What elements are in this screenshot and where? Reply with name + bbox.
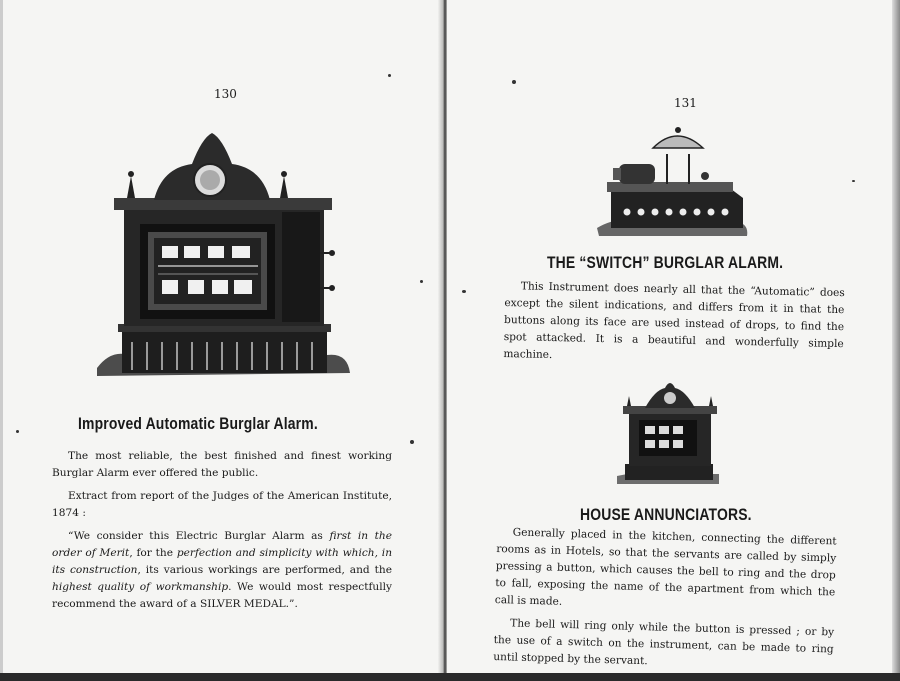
switch-alarm-illustration: [597, 124, 749, 242]
right-page: [447, 0, 900, 673]
ink-speck: [420, 280, 423, 283]
quote-emphasis: perfection and simplicity with which, in its construction: [52, 547, 393, 576]
quote-part: , for the: [129, 547, 177, 559]
annunciators-paragraph-1: Generally placed in the kitchen, connecting the different rooms as in Hotels, so that the servants are called by simply pressing a button, which causes the bell to ring and the drop to fall, exposing the name of the apartment from which the call is made.: [494, 526, 837, 608]
quote-emphasis: highest quality of workmanship: [52, 581, 229, 593]
burglar-alarm-heading: Improved Automatic Burglar Alarm.: [78, 414, 318, 433]
annunciators-text: [493, 524, 837, 681]
ink-speck: [852, 180, 855, 182]
quote-part: . We would most respectfully recommend the award of a SILVER MEDAL.”.: [52, 581, 393, 610]
ink-speck: [388, 74, 391, 77]
ink-speck: [462, 290, 466, 293]
left-page: [0, 0, 445, 673]
page-number-left: 130: [214, 87, 237, 101]
switch-alarm-paragraph: This Instrument does nearly all that the “Automatic” does except the silent indications, and differs from it in that the buttons along its face are used instead of drops, to find the spot attacked. It is a beautiful and wonderfully simple machine.: [503, 280, 845, 362]
ink-speck: [512, 80, 516, 84]
ink-speck: [410, 440, 414, 444]
switch-alarm-heading: THE “SWITCH” BURGLAR ALARM.: [547, 253, 784, 272]
quote-part: , its various workings are performed, and the: [137, 564, 392, 576]
left-edge: [0, 0, 3, 673]
annunciators-heading: HOUSE ANNUNCIATORS.: [580, 505, 752, 524]
switch-alarm-text: [503, 278, 845, 376]
burglar-alarm-cabinet-illustration: [92, 128, 354, 383]
quote-emphasis: first in the order of Merit: [52, 530, 392, 559]
house-annunciator-illustration: [615, 376, 725, 488]
annunciators-paragraph-2: The bell will ring only while the button is pressed ; or by the use of a switch on the instrument, can be made to ring until stopped by the servant.: [493, 617, 835, 668]
left-paragraph-2: Extract from report of the Judges of the American Institute, 1874 :: [52, 490, 392, 519]
quote-part: “We consider this Electric Burglar Alarm as: [68, 530, 330, 542]
left-paragraph-1: The most reliable, the best finished and finest working Burglar Alarm ever offered the public.: [52, 450, 392, 479]
page-number-right: 131: [674, 96, 697, 110]
judges-quote: [52, 528, 392, 613]
left-body-text: [52, 448, 392, 619]
right-edge: [892, 0, 900, 673]
ink-speck: [16, 430, 19, 433]
